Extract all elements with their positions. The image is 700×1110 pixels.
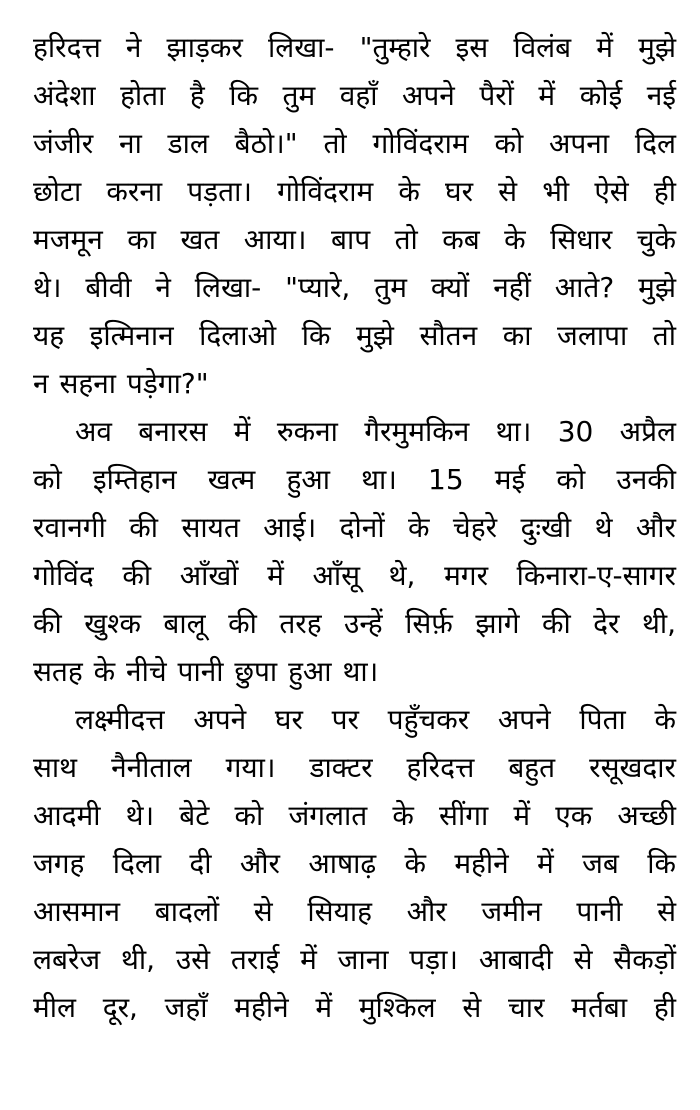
text-line: रवानगी की सायत आई। दोनों के चेहरे दुःखी थे और [33, 511, 676, 544]
text-line: साथ नैनीताल गया। डाक्टर हरिदत्त बहुत रसूखदार [33, 751, 676, 784]
paragraph-2 [33, 408, 676, 696]
text-line: गोविंद की आँखों में आँसू थे, मगर किनारा-ए-सागर [33, 559, 676, 592]
text-line: आदमी थे। बेटे को जंगलात के सींगा में एक अच्छी [33, 799, 676, 832]
text-line: छोटा करना पड़ता। गोविंदराम के घर से भी ऐसे ही [33, 175, 676, 208]
text-line: जगह दिला दी और आषाढ़ के महीने में जब कि [33, 847, 676, 880]
text-line: न सहना पड़ेगा?" [33, 367, 209, 400]
text-line: लक्ष्मीदत्त अपने घर पर पहुँचकर अपने पिता के [75, 703, 676, 736]
text-line: आसमान बादलों से सियाह और जमीन पानी से [33, 895, 676, 928]
text-line: अंदेशा होता है कि तुम वहाँ अपने पैरों में कोई नई [33, 79, 676, 112]
text-line: लबरेज थी, उसे तराई में जाना पड़ा। आबादी से सैकड़ों [33, 943, 676, 976]
text-line: सतह के नीचे पानी छुपा हुआ था। [33, 655, 379, 688]
text-line: हरिदत्त ने झाड़कर लिखा- "तुम्हारे इस विलंब में मुझे [33, 31, 676, 64]
text-line: जंजीर ना डाल बैठो।" तो गोविंदराम को अपना दिल [33, 127, 676, 160]
paragraph-3 [33, 696, 676, 1032]
text-line: थे। बीवी ने लिखा- "प्यारे, तुम क्यों नहीं आते? मुझे [33, 271, 676, 304]
text-line: मील दूर, जहाँ महीने में मुश्किल से चार मर्तबा ही [33, 991, 676, 1024]
text-line: अव बनारस में रुकना गैरमुमकिन था। 30 अप्रैल [75, 415, 676, 448]
text-line: को इम्तिहान खत्म हुआ था। 15 मई को उनकी [33, 463, 676, 496]
text-line: मजमून का खत आया। बाप तो कब के सिधार चुके [33, 223, 676, 256]
text-line: की खुश्क बालू की तरह उन्हें सिर्फ़ झागे की देर थी, [33, 607, 676, 640]
text-line: यह इत्मिनान दिलाओ कि मुझे सौतन का जलापा तो [33, 319, 676, 352]
paragraph-1 [33, 24, 676, 408]
